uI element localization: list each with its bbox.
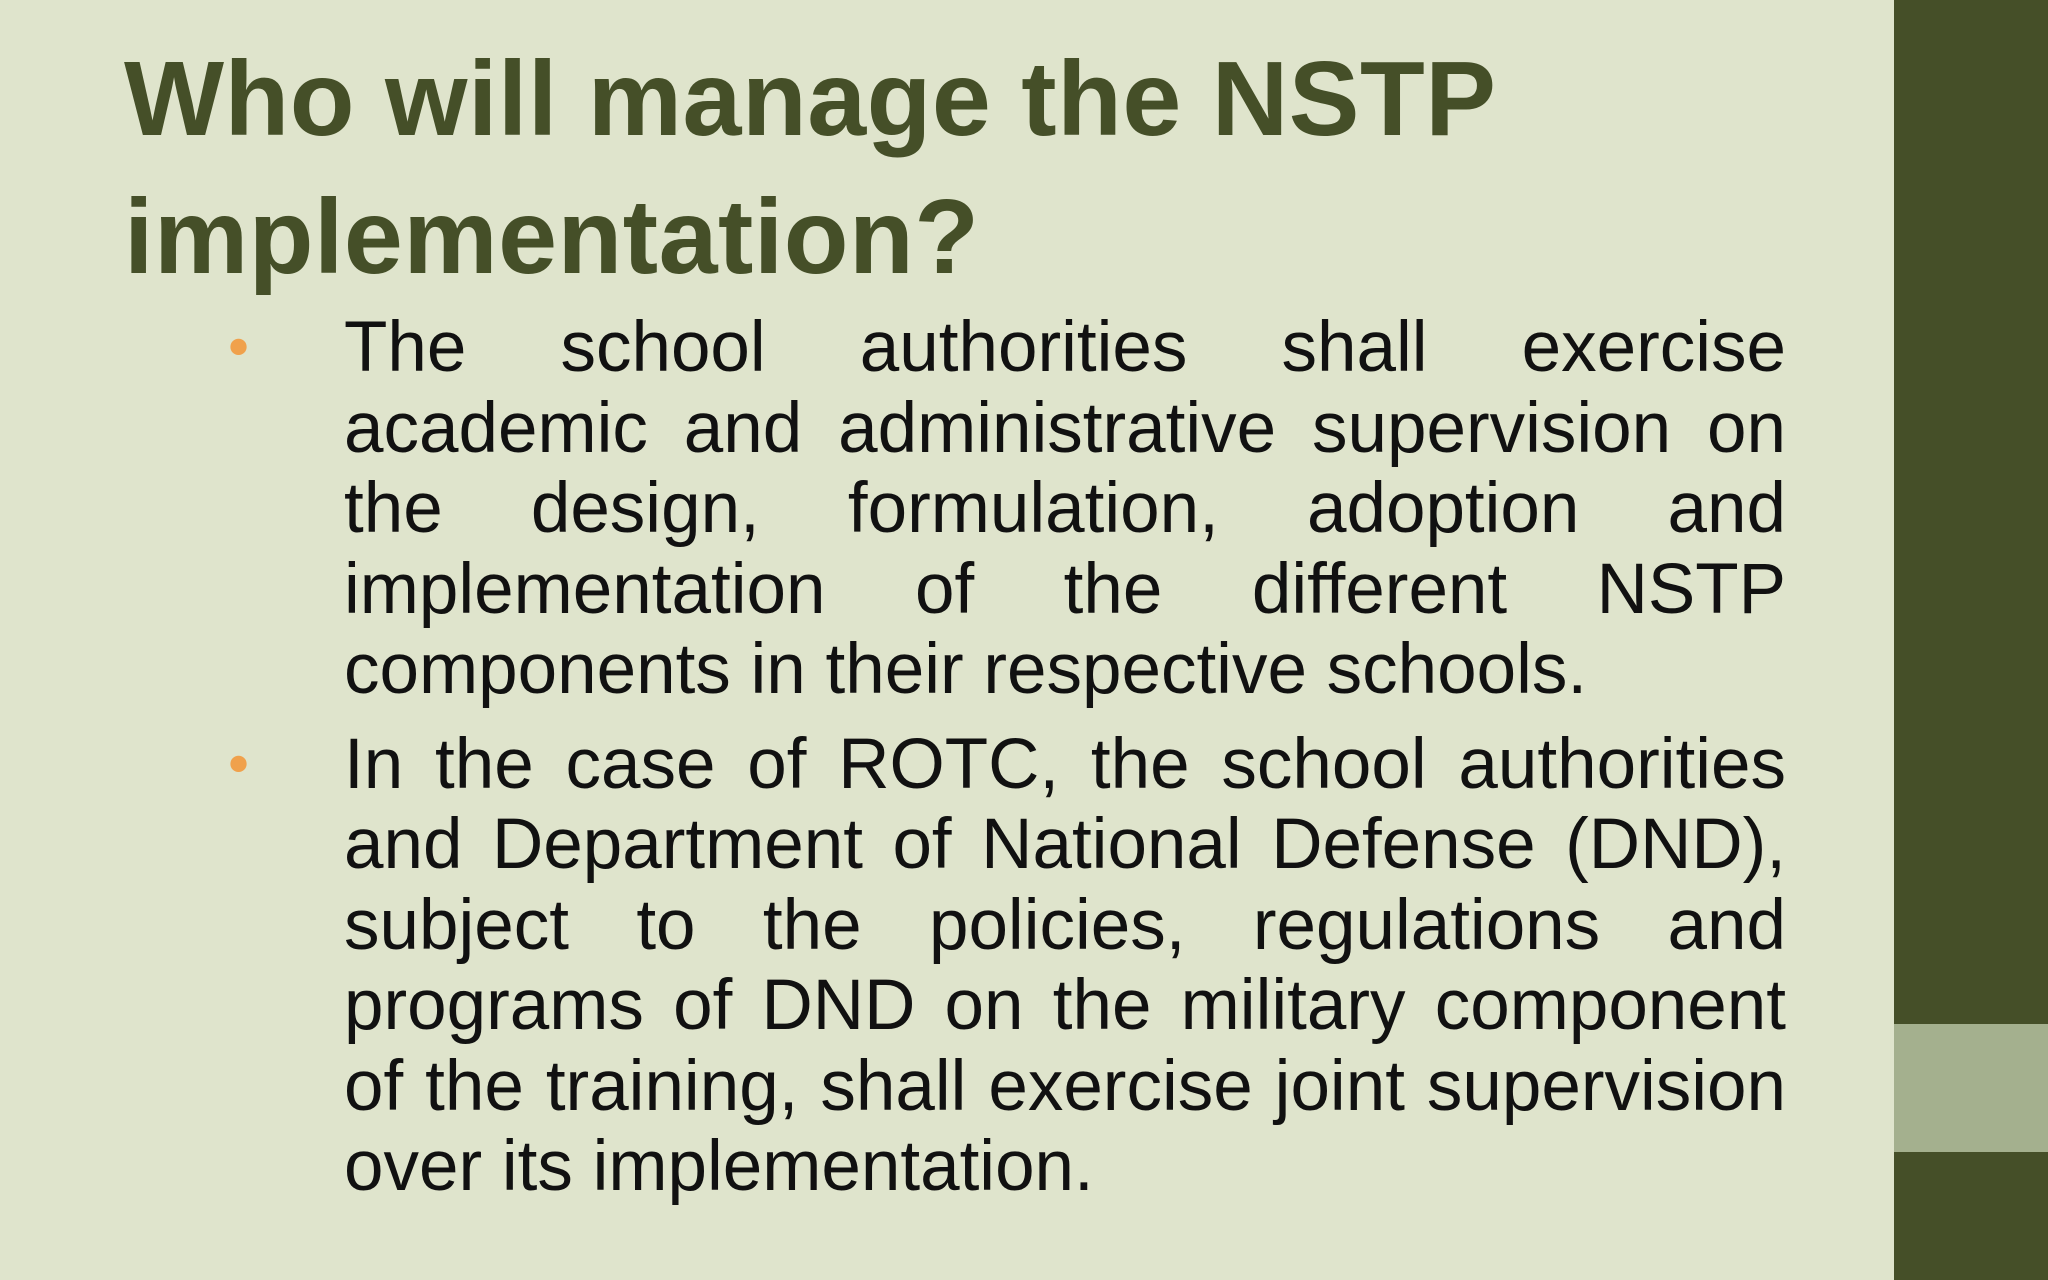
bullet-list	[0, 308, 1894, 1222]
bullet-text: The school authorities shall exercise academic and administrative supervision on the design, formulation, adoption and implementation of the different NSTP components in their respective schools.	[344, 308, 1786, 709]
side-accent-bar-top	[1894, 0, 2048, 1024]
bullet-item	[0, 725, 1894, 1208]
bullet-icon: •	[222, 733, 256, 799]
bullet-icon: •	[222, 317, 256, 382]
slide-title: Who will manage the NSTP implementation?	[124, 40, 1495, 296]
bullet-item	[0, 308, 1894, 711]
side-accent-bar-middle	[1894, 1024, 2048, 1152]
bullet-text: In the case of ROTC, the school authorities and Department of National Defense (DND), subject to the policies, regulations and programs of DND on the military component of the training, shall exercise joint supervision over its implementation.	[344, 724, 1786, 1206]
side-accent-bar-bottom	[1894, 1152, 2048, 1280]
